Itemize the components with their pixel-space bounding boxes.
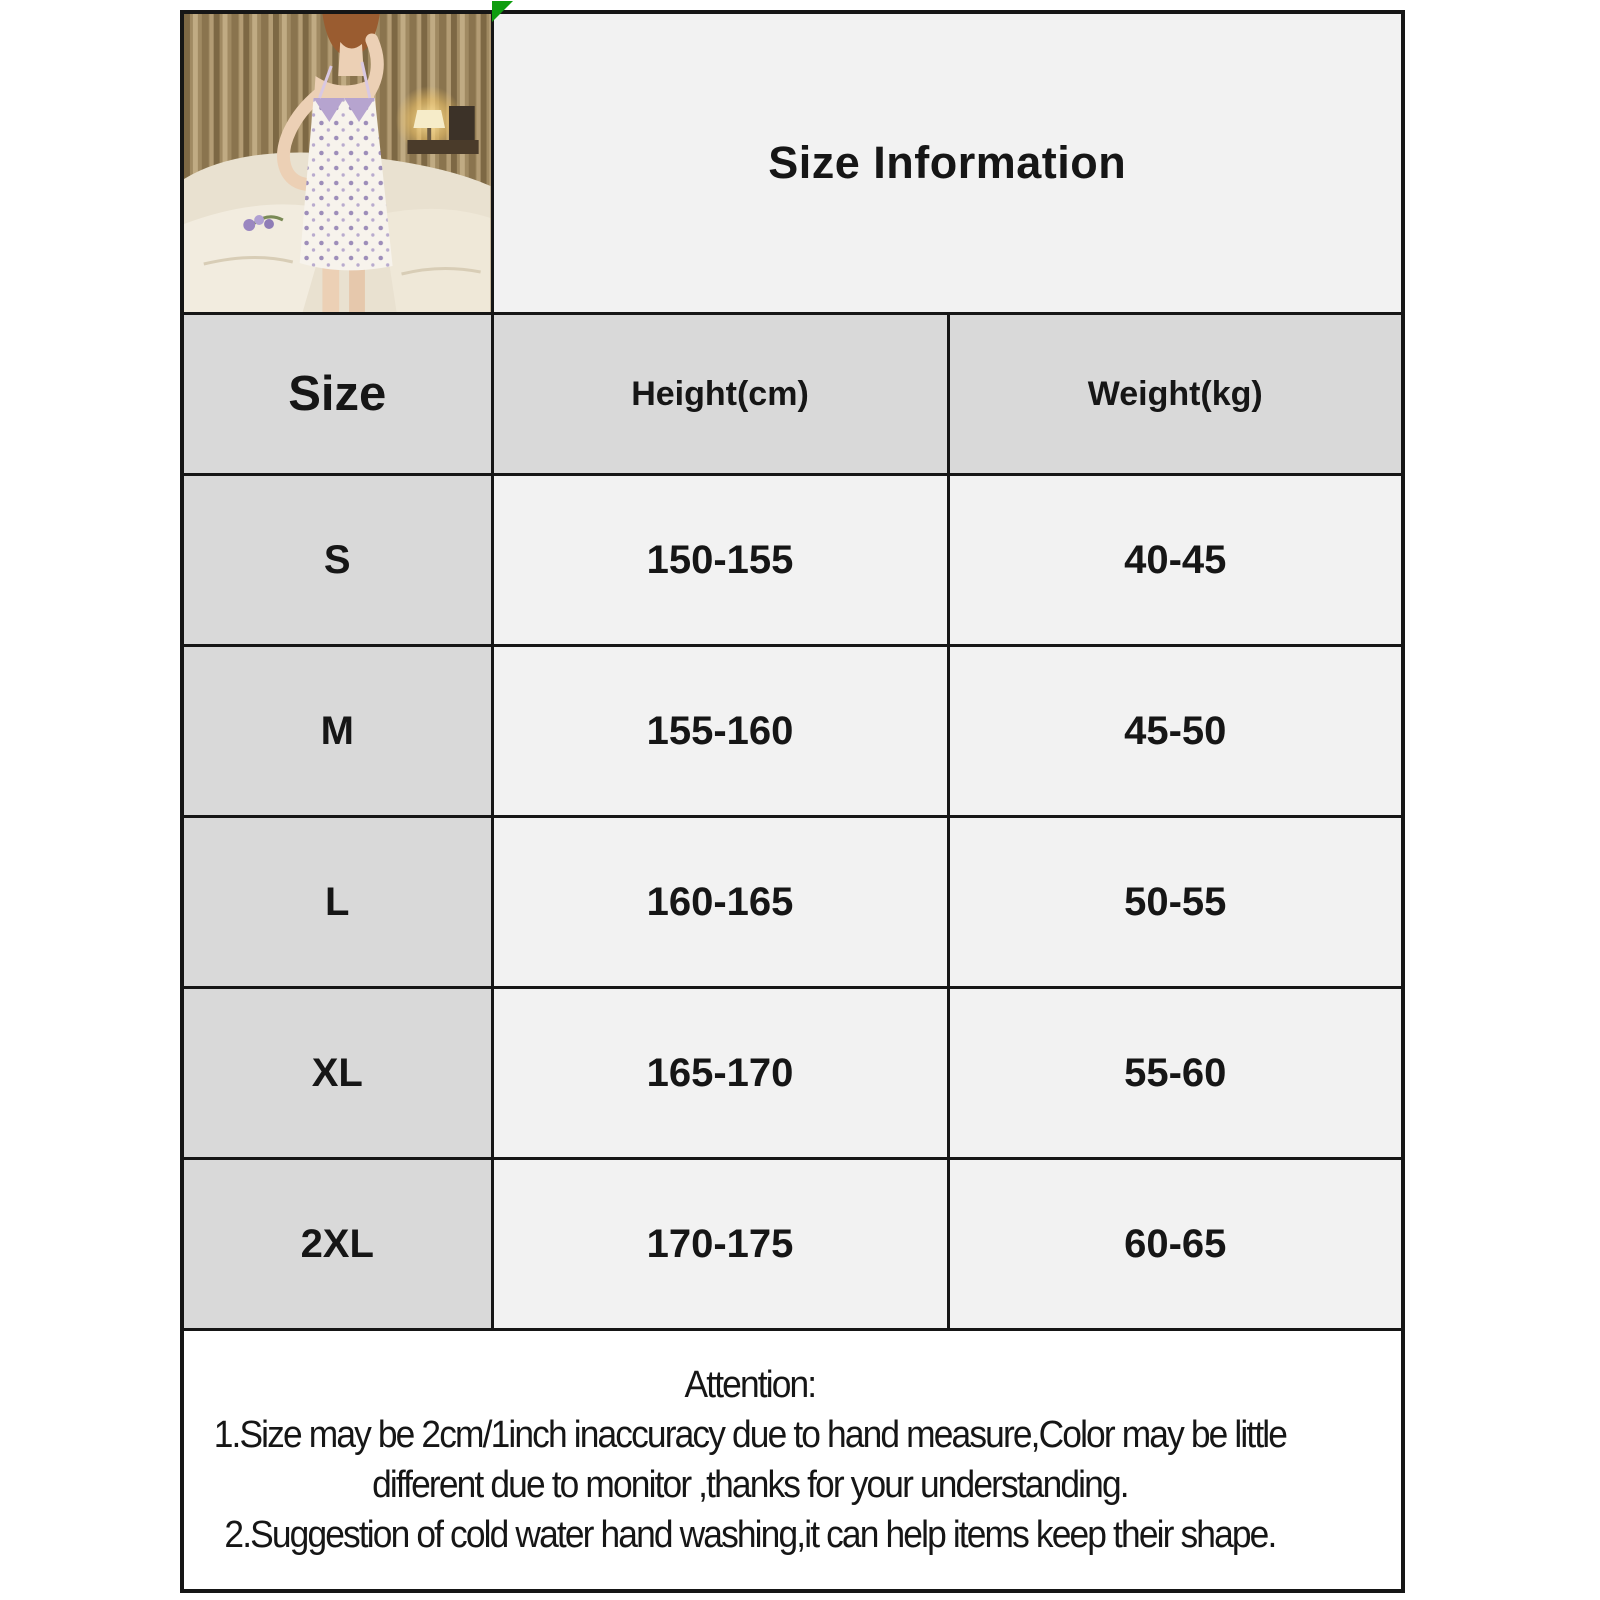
attention-note (182, 1330, 1403, 1592)
height-value-cell: 155-160 (492, 646, 948, 817)
weight-value-cell: 45-50 (948, 646, 1403, 817)
size-row-m (182, 646, 1403, 817)
corner-marker-icon (492, 1, 513, 22)
size-row-s (182, 475, 1403, 646)
col-header-size: Size (182, 314, 492, 475)
title-cell (492, 12, 1403, 314)
size-label-cell: XL (182, 988, 492, 1159)
weight-value-cell: 55-60 (948, 988, 1403, 1159)
height-value-cell: 170-175 (492, 1159, 948, 1330)
col-header-weight: Weight(kg) (948, 314, 1403, 475)
attention-line: 2.Suggestion of cold water hand washing,it can help items keep their shape. (224, 1514, 1276, 1556)
height-value-cell: 165-170 (492, 988, 948, 1159)
size-row-xl (182, 988, 1403, 1159)
product-photo-illustration (184, 14, 491, 312)
height-value-cell: 150-155 (492, 475, 948, 646)
size-row-2xl (182, 1159, 1403, 1330)
size-table (180, 10, 1405, 1593)
page-title: Size Information (768, 137, 1127, 188)
weight-value-cell: 40-45 (948, 475, 1403, 646)
weight-value-cell: 50-55 (948, 817, 1403, 988)
size-row-l (182, 817, 1403, 988)
size-label-cell: L (182, 817, 492, 988)
product-photo (182, 12, 492, 314)
attention-row (182, 1330, 1403, 1592)
header-row (182, 314, 1403, 475)
height-value-cell: 160-165 (492, 817, 948, 988)
col-header-height: Height(cm) (492, 314, 948, 475)
size-label-cell: M (182, 646, 492, 817)
attention-title: Attention: (684, 1364, 816, 1406)
size-label-cell: S (182, 475, 492, 646)
photo-title-row (182, 12, 1403, 314)
weight-value-cell: 60-65 (948, 1159, 1403, 1330)
size-label-cell: 2XL (182, 1159, 492, 1330)
attention-line: different due to monitor ,thanks for your understanding. (372, 1464, 1128, 1506)
attention-line: 1.Size may be 2cm/1inch inaccuracy due to hand measure,Color may be little (213, 1414, 1287, 1456)
